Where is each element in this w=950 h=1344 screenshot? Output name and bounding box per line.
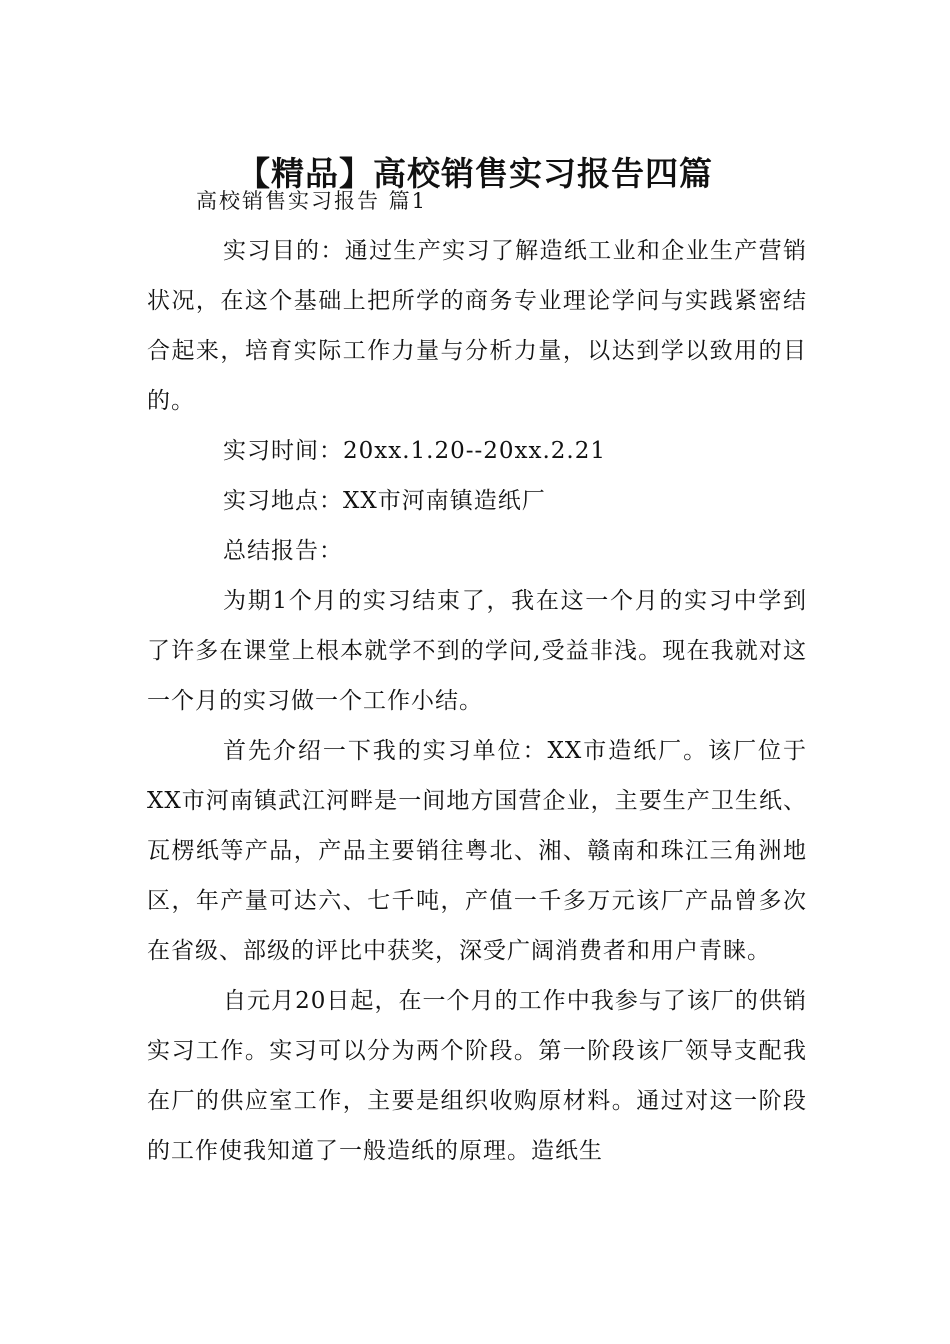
paragraph-location: 实习地点：XX市河南镇造纸厂 xyxy=(223,488,546,514)
document-title: 【精品】高校销售实习报告四篇 xyxy=(237,154,713,194)
paragraph-work-stages: 自元月20日起，在一个月的工作中我参与了该厂的供销实习工作。实习可以分为两个阶段。第一阶段该厂领导支配我在厂的供应室工作，主要是组织收购原材料。通过对这一阶段的工作使我知道了一般造纸的原理。造纸生 xyxy=(147,988,807,1164)
paragraph-overview: 为期1个月的实习结束了，我在这一个月的实习中学到了许多在课堂上根本就学不到的学问,受益非浅。现在我就对这一个月的实习做一个工作小结。 xyxy=(147,588,807,714)
paragraph-time: 实习时间：20xx.1.20--20xx.2.21 xyxy=(223,438,607,464)
document-subtitle: 高校销售实习报告 篇1 xyxy=(196,189,428,213)
paragraph-company-intro: 首先介绍一下我的实习单位：XX市造纸厂。该厂位于XX市河南镇武江河畔是一间地方国营企业，主要生产卫生纸、瓦楞纸等产品，产品主要销往粤北、湘、赣南和珠江三角洲地区，年产量可达六、七千吨，产值一千多万元该厂产品曾多次在省级、部级的评比中获奖，深受广阔消费者和用户青睐。 xyxy=(147,738,807,964)
paragraph-summary-heading: 总结报告： xyxy=(223,538,343,564)
document-body xyxy=(147,226,807,1176)
paragraph-purpose: 实习目的：通过生产实习了解造纸工业和企业生产营销状况，在这个基础上把所学的商务专业理论学问与实践紧密结合起来，培育实际工作力量与分析力量，以达到学以致用的目的。 xyxy=(147,238,807,414)
